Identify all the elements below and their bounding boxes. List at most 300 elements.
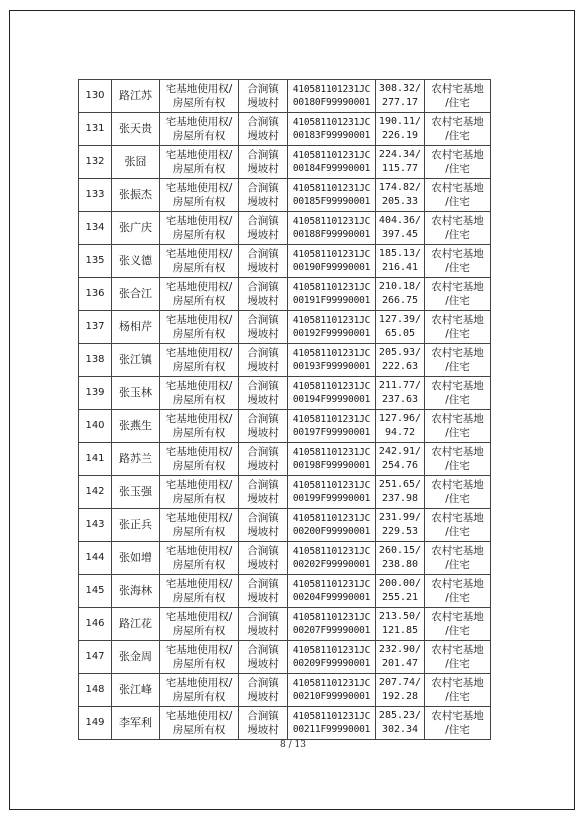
right-type-cell bbox=[160, 575, 239, 608]
unit-code-cell bbox=[288, 245, 376, 278]
unit-code-cell bbox=[288, 113, 376, 146]
location-line: 合涧镇 bbox=[247, 512, 279, 524]
unit-code-line: 00183F99990001 bbox=[292, 130, 371, 141]
right-type-cell bbox=[160, 311, 239, 344]
owner-name-cell: 张海林 bbox=[112, 575, 160, 608]
table-row bbox=[79, 113, 491, 146]
unit-code-line: 00210F99990001 bbox=[292, 691, 371, 702]
location-line: 合涧镇 bbox=[247, 578, 279, 590]
area-line: 224.34/ bbox=[378, 149, 422, 160]
land-usage-line: /住宅 bbox=[445, 559, 470, 571]
right-type-line: 宅基地使用权/ bbox=[165, 545, 233, 557]
right-type-line: 宅基地使用权/ bbox=[165, 479, 233, 491]
area-line: 210.18/ bbox=[378, 281, 422, 292]
land-usage-cell bbox=[425, 113, 491, 146]
location-cell bbox=[239, 476, 288, 509]
area-line: 404.36/ bbox=[378, 215, 422, 226]
area-line: 226.19 bbox=[381, 130, 419, 141]
land-usage-line: /住宅 bbox=[445, 328, 470, 340]
unit-code-line: 410581101231JC bbox=[292, 414, 371, 425]
area-line: 285.23/ bbox=[378, 710, 422, 721]
land-usage-line: /住宅 bbox=[445, 163, 470, 175]
land-usage-cell bbox=[425, 509, 491, 542]
area-line: 207.74/ bbox=[378, 677, 422, 688]
row-number-cell: 137 bbox=[79, 311, 112, 344]
land-usage-cell bbox=[425, 641, 491, 674]
unit-code-cell bbox=[288, 278, 376, 311]
location-line: 墁坡村 bbox=[247, 460, 279, 472]
owner-name-cell: 张正兵 bbox=[112, 509, 160, 542]
area-line: 277.17 bbox=[381, 97, 419, 108]
table-row bbox=[79, 344, 491, 377]
owner-name-cell: 张振杰 bbox=[112, 179, 160, 212]
location-line: 墁坡村 bbox=[247, 295, 279, 307]
land-usage-line: /住宅 bbox=[445, 691, 470, 703]
area-line: 200.00/ bbox=[378, 578, 422, 589]
area-line: 237.98 bbox=[381, 493, 419, 504]
row-number-cell: 134 bbox=[79, 212, 112, 245]
area-line: 222.63 bbox=[381, 361, 419, 372]
owner-name-cell: 张天贵 bbox=[112, 113, 160, 146]
unit-code-line: 410581101231JC bbox=[292, 447, 371, 458]
owner-name-cell: 张如增 bbox=[112, 542, 160, 575]
location-cell bbox=[239, 146, 288, 179]
owner-name-cell: 李军利 bbox=[112, 707, 160, 740]
location-line: 合涧镇 bbox=[247, 611, 279, 623]
unit-code-line: 00192F99990001 bbox=[292, 328, 371, 339]
location-line: 墁坡村 bbox=[247, 724, 279, 736]
land-usage-cell bbox=[425, 674, 491, 707]
area-line: 94.72 bbox=[384, 427, 416, 438]
right-type-line: 宅基地使用权/ bbox=[165, 281, 233, 293]
table-row bbox=[79, 641, 491, 674]
land-usage-cell bbox=[425, 278, 491, 311]
right-type-line: 宅基地使用权/ bbox=[165, 83, 233, 95]
row-number-cell: 144 bbox=[79, 542, 112, 575]
area-line: 308.32/ bbox=[378, 83, 422, 94]
area-cell bbox=[376, 179, 425, 212]
location-cell bbox=[239, 278, 288, 311]
unit-code-line: 410581101231JC bbox=[292, 249, 371, 260]
land-usage-cell bbox=[425, 377, 491, 410]
right-type-line: 宅基地使用权/ bbox=[165, 347, 233, 359]
location-line: 合涧镇 bbox=[247, 83, 279, 95]
area-line: 260.15/ bbox=[378, 545, 422, 556]
area-line: 237.63 bbox=[381, 394, 419, 405]
unit-code-cell bbox=[288, 311, 376, 344]
right-type-line: 房屋所有权 bbox=[172, 658, 226, 670]
right-type-line: 宅基地使用权/ bbox=[165, 314, 233, 326]
land-usage-line: 农村宅基地 bbox=[431, 710, 484, 722]
right-type-cell bbox=[160, 80, 239, 113]
table-row bbox=[79, 608, 491, 641]
row-number-cell: 148 bbox=[79, 674, 112, 707]
land-usage-line: 农村宅基地 bbox=[431, 248, 484, 260]
row-number-cell: 142 bbox=[79, 476, 112, 509]
right-type-line: 宅基地使用权/ bbox=[165, 677, 233, 689]
owner-name-cell: 张燕生 bbox=[112, 410, 160, 443]
row-number-cell: 149 bbox=[79, 707, 112, 740]
right-type-line: 宅基地使用权/ bbox=[165, 149, 233, 161]
land-usage-line: 农村宅基地 bbox=[431, 413, 484, 425]
land-usage-line: 农村宅基地 bbox=[431, 611, 484, 623]
table-row bbox=[79, 443, 491, 476]
area-line: 251.65/ bbox=[378, 479, 422, 490]
land-usage-line: /住宅 bbox=[445, 196, 470, 208]
unit-code-line: 410581101231JC bbox=[292, 513, 371, 524]
land-usage-line: /住宅 bbox=[445, 427, 470, 439]
unit-code-line: 410581101231JC bbox=[292, 84, 371, 95]
location-line: 墁坡村 bbox=[247, 361, 279, 373]
right-type-cell bbox=[160, 113, 239, 146]
land-usage-cell bbox=[425, 146, 491, 179]
right-type-cell bbox=[160, 641, 239, 674]
land-usage-line: /住宅 bbox=[445, 262, 470, 274]
area-line: 255.21 bbox=[381, 592, 419, 603]
land-usage-cell bbox=[425, 80, 491, 113]
location-line: 合涧镇 bbox=[247, 281, 279, 293]
right-type-line: 房屋所有权 bbox=[172, 130, 226, 142]
area-line: 201.47 bbox=[381, 658, 419, 669]
row-number-cell: 138 bbox=[79, 344, 112, 377]
location-cell bbox=[239, 575, 288, 608]
owner-name-cell: 张合江 bbox=[112, 278, 160, 311]
right-type-line: 房屋所有权 bbox=[172, 427, 226, 439]
land-usage-line: 农村宅基地 bbox=[431, 512, 484, 524]
land-usage-cell bbox=[425, 212, 491, 245]
right-type-cell bbox=[160, 443, 239, 476]
right-type-line: 宅基地使用权/ bbox=[165, 215, 233, 227]
right-type-line: 房屋所有权 bbox=[172, 229, 226, 241]
right-type-line: 房屋所有权 bbox=[172, 262, 226, 274]
area-line: 174.82/ bbox=[378, 182, 422, 193]
land-usage-line: 农村宅基地 bbox=[431, 182, 484, 194]
unit-code-line: 00194F99990001 bbox=[292, 394, 371, 405]
unit-code-line: 410581101231JC bbox=[292, 282, 371, 293]
location-line: 合涧镇 bbox=[247, 347, 279, 359]
owner-name-cell: 路江花 bbox=[112, 608, 160, 641]
table-row bbox=[79, 179, 491, 212]
table-row bbox=[79, 80, 491, 113]
land-usage-line: /住宅 bbox=[445, 526, 470, 538]
area-line: 397.45 bbox=[381, 229, 419, 240]
right-type-line: 宅基地使用权/ bbox=[165, 611, 233, 623]
right-type-line: 房屋所有权 bbox=[172, 526, 226, 538]
row-number-cell: 132 bbox=[79, 146, 112, 179]
right-type-line: 房屋所有权 bbox=[172, 625, 226, 637]
unit-code-cell bbox=[288, 575, 376, 608]
area-cell bbox=[376, 245, 425, 278]
land-usage-line: /住宅 bbox=[445, 493, 470, 505]
right-type-line: 宅基地使用权/ bbox=[165, 512, 233, 524]
table-row bbox=[79, 146, 491, 179]
unit-code-line: 00204F99990001 bbox=[292, 592, 371, 603]
unit-code-line: 00180F99990001 bbox=[292, 97, 371, 108]
area-line: 229.53 bbox=[381, 526, 419, 537]
row-number-cell: 136 bbox=[79, 278, 112, 311]
right-type-cell bbox=[160, 344, 239, 377]
location-line: 合涧镇 bbox=[247, 413, 279, 425]
location-line: 合涧镇 bbox=[247, 710, 279, 722]
unit-code-line: 410581101231JC bbox=[292, 150, 371, 161]
unit-code-cell bbox=[288, 608, 376, 641]
right-type-line: 房屋所有权 bbox=[172, 460, 226, 472]
table-row bbox=[79, 476, 491, 509]
land-usage-cell bbox=[425, 542, 491, 575]
location-cell bbox=[239, 542, 288, 575]
location-cell bbox=[239, 641, 288, 674]
location-line: 墁坡村 bbox=[247, 658, 279, 670]
area-cell bbox=[376, 476, 425, 509]
land-usage-cell bbox=[425, 443, 491, 476]
location-line: 合涧镇 bbox=[247, 677, 279, 689]
unit-code-line: 00198F99990001 bbox=[292, 460, 371, 471]
location-line: 墁坡村 bbox=[247, 163, 279, 175]
location-line: 墁坡村 bbox=[247, 592, 279, 604]
unit-code-cell bbox=[288, 641, 376, 674]
table-row bbox=[79, 674, 491, 707]
unit-code-line: 410581101231JC bbox=[292, 183, 371, 194]
land-usage-cell bbox=[425, 245, 491, 278]
right-type-cell bbox=[160, 212, 239, 245]
row-number-cell: 130 bbox=[79, 80, 112, 113]
unit-code-cell bbox=[288, 509, 376, 542]
area-cell bbox=[376, 509, 425, 542]
unit-code-line: 410581101231JC bbox=[292, 117, 371, 128]
unit-code-cell bbox=[288, 146, 376, 179]
row-number-cell: 141 bbox=[79, 443, 112, 476]
right-type-line: 宅基地使用权/ bbox=[165, 446, 233, 458]
location-cell bbox=[239, 344, 288, 377]
area-cell bbox=[376, 146, 425, 179]
owner-name-cell: 张囧 bbox=[112, 146, 160, 179]
area-line: 211.77/ bbox=[378, 380, 422, 391]
row-number-cell: 131 bbox=[79, 113, 112, 146]
land-usage-cell bbox=[425, 608, 491, 641]
area-line: 302.34 bbox=[381, 724, 419, 735]
area-line: 216.41 bbox=[381, 262, 419, 273]
land-usage-line: /住宅 bbox=[445, 625, 470, 637]
unit-code-cell bbox=[288, 542, 376, 575]
right-type-line: 房屋所有权 bbox=[172, 592, 226, 604]
unit-code-line: 00200F99990001 bbox=[292, 526, 371, 537]
area-line: 242.91/ bbox=[378, 446, 422, 457]
unit-code-line: 00209F99990001 bbox=[292, 658, 371, 669]
registry-table bbox=[78, 79, 491, 740]
area-line: 213.50/ bbox=[378, 611, 422, 622]
right-type-line: 房屋所有权 bbox=[172, 691, 226, 703]
unit-code-line: 00193F99990001 bbox=[292, 361, 371, 372]
right-type-cell bbox=[160, 146, 239, 179]
land-usage-cell bbox=[425, 179, 491, 212]
unit-code-line: 410581101231JC bbox=[292, 381, 371, 392]
land-usage-cell bbox=[425, 410, 491, 443]
area-cell bbox=[376, 542, 425, 575]
location-line: 墁坡村 bbox=[247, 229, 279, 241]
unit-code-line: 410581101231JC bbox=[292, 678, 371, 689]
area-cell bbox=[376, 377, 425, 410]
row-number-cell: 143 bbox=[79, 509, 112, 542]
unit-code-line: 410581101231JC bbox=[292, 645, 371, 656]
unit-code-line: 410581101231JC bbox=[292, 711, 371, 722]
land-usage-line: /住宅 bbox=[445, 658, 470, 670]
area-line: 185.13/ bbox=[378, 248, 422, 259]
right-type-line: 房屋所有权 bbox=[172, 493, 226, 505]
location-line: 墁坡村 bbox=[247, 262, 279, 274]
right-type-cell bbox=[160, 674, 239, 707]
area-cell bbox=[376, 80, 425, 113]
land-usage-line: 农村宅基地 bbox=[431, 281, 484, 293]
area-cell bbox=[376, 278, 425, 311]
area-line: 127.96/ bbox=[378, 413, 422, 424]
land-usage-line: 农村宅基地 bbox=[431, 446, 484, 458]
location-line: 墁坡村 bbox=[247, 97, 279, 109]
location-cell bbox=[239, 608, 288, 641]
row-number-cell: 147 bbox=[79, 641, 112, 674]
unit-code-cell bbox=[288, 443, 376, 476]
area-cell bbox=[376, 212, 425, 245]
right-type-line: 房屋所有权 bbox=[172, 361, 226, 373]
right-type-cell bbox=[160, 608, 239, 641]
land-usage-line: 农村宅基地 bbox=[431, 314, 484, 326]
area-line: 127.39/ bbox=[378, 314, 422, 325]
owner-name-cell: 张江峰 bbox=[112, 674, 160, 707]
land-usage-line: 农村宅基地 bbox=[431, 578, 484, 590]
right-type-line: 宅基地使用权/ bbox=[165, 248, 233, 260]
location-line: 墁坡村 bbox=[247, 196, 279, 208]
table-row bbox=[79, 245, 491, 278]
location-line: 墁坡村 bbox=[247, 493, 279, 505]
land-usage-line: 农村宅基地 bbox=[431, 644, 484, 656]
land-usage-cell bbox=[425, 575, 491, 608]
area-line: 232.90/ bbox=[378, 644, 422, 655]
area-line: 190.11/ bbox=[378, 116, 422, 127]
location-line: 合涧镇 bbox=[247, 248, 279, 260]
area-cell bbox=[376, 674, 425, 707]
area-cell bbox=[376, 575, 425, 608]
unit-code-line: 00191F99990001 bbox=[292, 295, 371, 306]
table-row bbox=[79, 509, 491, 542]
location-line: 合涧镇 bbox=[247, 215, 279, 227]
unit-code-line: 410581101231JC bbox=[292, 315, 371, 326]
right-type-line: 宅基地使用权/ bbox=[165, 116, 233, 128]
unit-code-cell bbox=[288, 212, 376, 245]
land-usage-line: /住宅 bbox=[445, 130, 470, 142]
unit-code-line: 00202F99990001 bbox=[292, 559, 371, 570]
right-type-line: 房屋所有权 bbox=[172, 163, 226, 175]
area-line: 192.28 bbox=[381, 691, 419, 702]
unit-code-cell bbox=[288, 80, 376, 113]
unit-code-cell bbox=[288, 344, 376, 377]
location-cell bbox=[239, 311, 288, 344]
land-usage-line: 农村宅基地 bbox=[431, 677, 484, 689]
location-line: 墁坡村 bbox=[247, 328, 279, 340]
land-usage-line: 农村宅基地 bbox=[431, 347, 484, 359]
location-line: 合涧镇 bbox=[247, 380, 279, 392]
location-line: 合涧镇 bbox=[247, 479, 279, 491]
area-line: 254.76 bbox=[381, 460, 419, 471]
right-type-cell bbox=[160, 509, 239, 542]
unit-code-line: 00211F99990001 bbox=[292, 724, 371, 735]
land-usage-line: 农村宅基地 bbox=[431, 479, 484, 491]
unit-code-line: 00197F99990001 bbox=[292, 427, 371, 438]
owner-name-cell: 张广庆 bbox=[112, 212, 160, 245]
area-line: 205.93/ bbox=[378, 347, 422, 358]
right-type-cell bbox=[160, 179, 239, 212]
location-line: 墁坡村 bbox=[247, 130, 279, 142]
land-usage-line: 农村宅基地 bbox=[431, 545, 484, 557]
table-row bbox=[79, 575, 491, 608]
right-type-cell bbox=[160, 278, 239, 311]
land-usage-line: 农村宅基地 bbox=[431, 83, 484, 95]
area-cell bbox=[376, 311, 425, 344]
unit-code-line: 00190F99990001 bbox=[292, 262, 371, 273]
land-usage-cell bbox=[425, 344, 491, 377]
right-type-line: 宅基地使用权/ bbox=[165, 644, 233, 656]
row-number-cell: 133 bbox=[79, 179, 112, 212]
location-line: 合涧镇 bbox=[247, 644, 279, 656]
unit-code-line: 410581101231JC bbox=[292, 480, 371, 491]
land-usage-line: 农村宅基地 bbox=[431, 380, 484, 392]
unit-code-cell bbox=[288, 410, 376, 443]
area-line: 121.85 bbox=[381, 625, 419, 636]
unit-code-line: 410581101231JC bbox=[292, 579, 371, 590]
area-line: 231.99/ bbox=[378, 512, 422, 523]
table-row bbox=[79, 377, 491, 410]
location-line: 合涧镇 bbox=[247, 545, 279, 557]
table-row bbox=[79, 542, 491, 575]
owner-name-cell: 路苏兰 bbox=[112, 443, 160, 476]
registry-table-body bbox=[79, 80, 491, 740]
row-number-cell: 135 bbox=[79, 245, 112, 278]
land-usage-line: /住宅 bbox=[445, 394, 470, 406]
right-type-line: 宅基地使用权/ bbox=[165, 380, 233, 392]
right-type-line: 房屋所有权 bbox=[172, 559, 226, 571]
area-line: 238.80 bbox=[381, 559, 419, 570]
right-type-line: 房屋所有权 bbox=[172, 196, 226, 208]
area-cell bbox=[376, 641, 425, 674]
location-cell bbox=[239, 212, 288, 245]
unit-code-cell bbox=[288, 476, 376, 509]
location-line: 墁坡村 bbox=[247, 394, 279, 406]
area-cell bbox=[376, 410, 425, 443]
unit-code-cell bbox=[288, 674, 376, 707]
location-cell bbox=[239, 377, 288, 410]
land-usage-cell bbox=[425, 707, 491, 740]
owner-name-cell: 路江苏 bbox=[112, 80, 160, 113]
location-cell bbox=[239, 410, 288, 443]
owner-name-cell: 张江镇 bbox=[112, 344, 160, 377]
location-line: 合涧镇 bbox=[247, 182, 279, 194]
location-cell bbox=[239, 707, 288, 740]
right-type-line: 宅基地使用权/ bbox=[165, 413, 233, 425]
right-type-line: 房屋所有权 bbox=[172, 394, 226, 406]
right-type-cell bbox=[160, 542, 239, 575]
location-line: 墁坡村 bbox=[247, 559, 279, 571]
page-number: 8 / 13 bbox=[280, 740, 306, 750]
area-line: 266.75 bbox=[381, 295, 419, 306]
location-line: 合涧镇 bbox=[247, 149, 279, 161]
right-type-line: 房屋所有权 bbox=[172, 328, 226, 340]
row-number-cell: 140 bbox=[79, 410, 112, 443]
right-type-cell bbox=[160, 476, 239, 509]
land-usage-line: /住宅 bbox=[445, 460, 470, 472]
location-cell bbox=[239, 179, 288, 212]
unit-code-line: 00199F99990001 bbox=[292, 493, 371, 504]
owner-name-cell: 张玉林 bbox=[112, 377, 160, 410]
unit-code-line: 410581101231JC bbox=[292, 612, 371, 623]
unit-code-cell bbox=[288, 179, 376, 212]
